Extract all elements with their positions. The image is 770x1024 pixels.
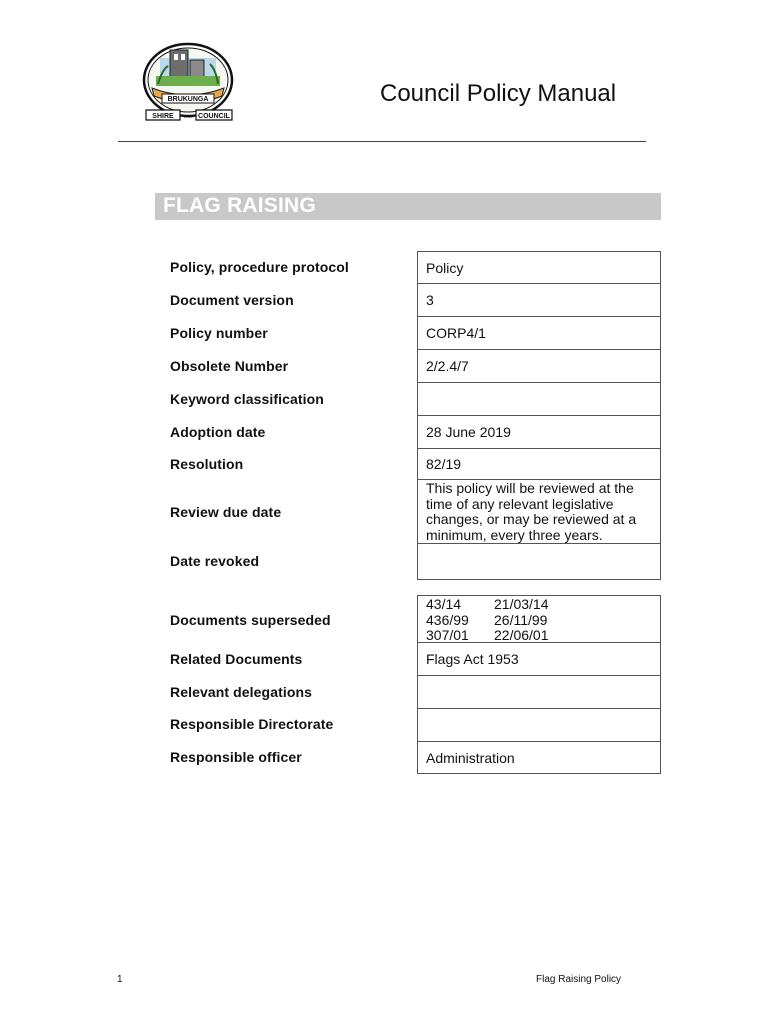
obsolete-number-value: 2/2.4/7	[426, 358, 469, 374]
relevant-delegations-cell	[417, 675, 661, 709]
resolution-label: Resolution	[170, 456, 244, 472]
adoption-date-value: 28 June 2019	[426, 424, 511, 440]
responsible-officer-label: Responsible officer	[170, 749, 302, 765]
policy-title: FLAG RAISING	[163, 194, 316, 217]
footer-page-number: 1	[117, 974, 123, 985]
date-revoked-label: Date revoked	[170, 553, 260, 569]
keyword-classification-cell	[417, 382, 661, 416]
review-due-date-label: Review due date	[170, 504, 282, 520]
header-rule	[118, 141, 646, 142]
svg-text:BRUKUNGA: BRUKUNGA	[167, 96, 209, 103]
superseded-date: 26/11/99	[494, 611, 548, 628]
document-version-label: Document version	[170, 292, 294, 308]
resolution-value: 82/19	[426, 456, 462, 472]
superseded-number: 43/14	[426, 596, 462, 612]
svg-text:SHIRE: SHIRE	[152, 113, 174, 120]
superseded-date: 21/03/14	[494, 596, 549, 612]
policy-number-value: CORP4/1	[426, 325, 486, 341]
keyword-classification-label: Keyword classification	[170, 391, 324, 407]
adoption-date-cell	[417, 415, 661, 449]
footer-document-title: Flag Raising Policy	[536, 974, 622, 985]
superseded-list	[426, 597, 654, 644]
policy-type-cell	[417, 251, 661, 284]
obsolete-number-cell	[417, 349, 661, 383]
resolution-cell	[417, 448, 661, 480]
policy-number-label: Policy number	[170, 325, 268, 341]
related-documents-label: Related Documents	[170, 651, 303, 667]
documents-superseded-cell	[417, 595, 661, 643]
related-documents-cell	[417, 642, 661, 676]
policy-type-label: Policy, procedure protocol	[170, 259, 349, 275]
responsible-officer-cell	[417, 741, 661, 774]
policy-title-banner	[155, 193, 661, 220]
svg-text:1913: 1913	[183, 114, 193, 119]
relevant-delegations-label: Relevant delegations	[170, 684, 313, 700]
related-documents-value: Flags Act 1953	[426, 651, 519, 667]
policy-type-value: Policy	[426, 260, 464, 276]
superseded-row	[426, 597, 654, 613]
policy-number-cell	[417, 316, 661, 350]
superseded-number: 307/01	[426, 627, 469, 644]
date-revoked-cell	[417, 543, 661, 580]
document-version-value: 3	[426, 292, 434, 308]
responsible-officer-value: Administration	[426, 750, 515, 766]
obsolete-number-label: Obsolete Number	[170, 358, 289, 374]
svg-text:COUNCIL: COUNCIL	[198, 113, 230, 120]
superseded-number: 436/99	[426, 611, 469, 628]
manual-title: Council Policy Manual	[380, 80, 617, 107]
documents-superseded-label: Documents superseded	[170, 612, 331, 628]
review-due-date-cell	[417, 479, 661, 544]
adoption-date-label: Adoption date	[170, 424, 266, 440]
council-logo	[138, 40, 238, 128]
responsible-directorate-label: Responsible Directorate	[170, 716, 334, 732]
superseded-date: 22/06/01	[494, 627, 549, 644]
review-due-date-value: This policy will be reviewed at the time of any relevant legislative changes, or may be reviewed at a minimum, every three years.	[426, 480, 637, 543]
document-version-cell	[417, 283, 661, 317]
responsible-directorate-cell	[417, 708, 661, 742]
superseded-row	[426, 613, 654, 629]
